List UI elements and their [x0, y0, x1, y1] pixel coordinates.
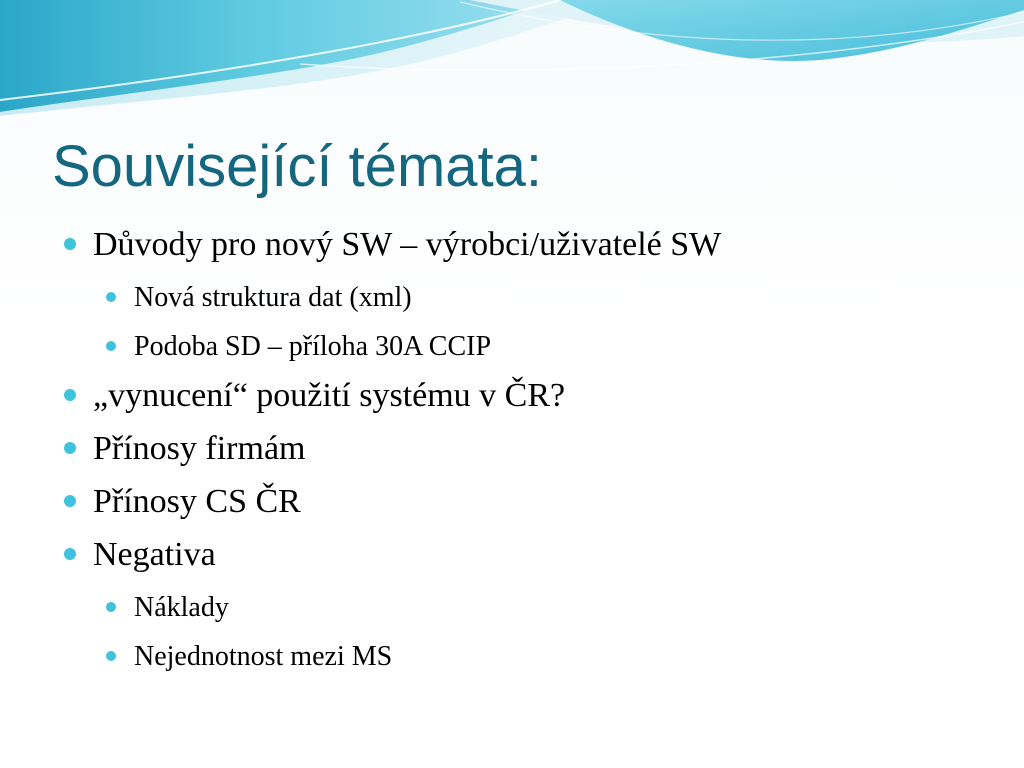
- sub-bullet-text: Náklady: [134, 592, 229, 623]
- bullet-item: [64, 220, 721, 273]
- bullet-dot-icon: [64, 442, 76, 454]
- sub-bullet-text: Nová struktura dat (xml): [134, 282, 412, 313]
- bullet-dot-icon: [106, 651, 116, 661]
- bullet-dot-icon: [106, 602, 116, 612]
- bullet-dot-icon: [106, 341, 116, 351]
- bullet-dot-icon: [64, 389, 76, 401]
- bullet-text: Důvody pro nový SW – výrobci/uživatelé SW: [93, 226, 722, 263]
- bullet-dot-icon: [64, 238, 76, 250]
- sub-bullet-text: Podoba SD – příloha 30A CCIP: [134, 331, 492, 362]
- bullet-list: [64, 220, 721, 681]
- bullet-text: Přínosy CS ČR: [93, 483, 301, 520]
- bullet-dot-icon: [64, 495, 76, 507]
- sub-bullet-item: [64, 632, 721, 681]
- bullet-item: [64, 477, 721, 530]
- sub-bullet-text: Nejednotnost mezi MS: [134, 641, 393, 672]
- bullet-item: [64, 371, 721, 424]
- bullet-text: „vynucení“ použití systému v ČR?: [93, 377, 566, 414]
- sub-bullet-item: [64, 322, 721, 371]
- bullet-item: [64, 424, 721, 477]
- sub-bullet-item: [64, 583, 721, 632]
- header-wave-decoration: [0, 0, 1024, 120]
- bullet-item: [64, 530, 721, 583]
- bullet-text: Negativa: [93, 536, 216, 573]
- bullet-text: Přínosy firmám: [93, 430, 306, 467]
- bullet-dot-icon: [64, 548, 76, 560]
- slide-title: Související témata:: [52, 134, 542, 199]
- bullet-dot-icon: [106, 292, 116, 302]
- sub-bullet-item: [64, 273, 721, 322]
